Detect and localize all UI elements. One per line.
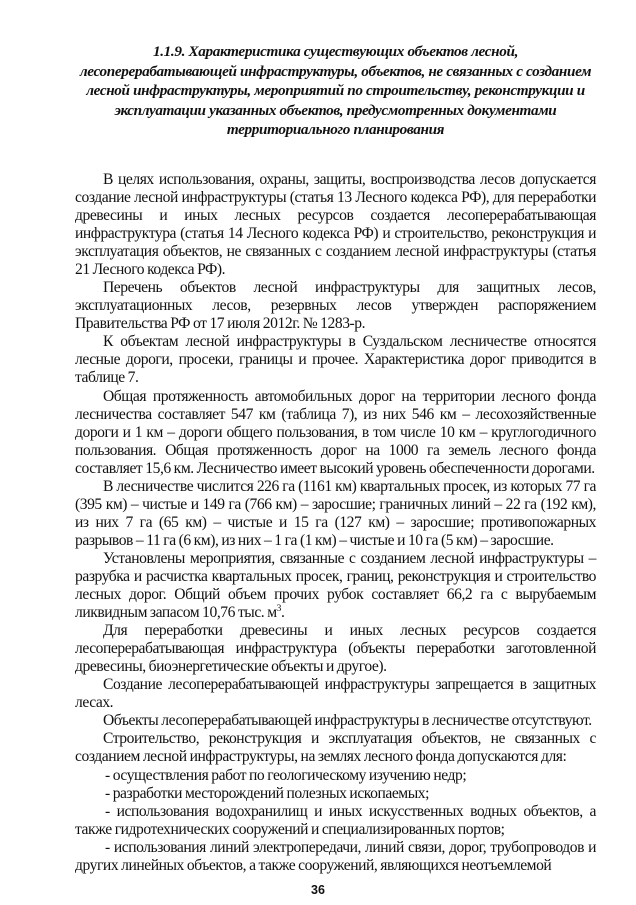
paragraph-processing-infrastructure: Для переработки древесины и иных лесных ресурсов создается лесоперерабатывающая инфраструктура (объекты переработки заготовленной древесины, биоэнергетические объекты и другое). (75, 622, 596, 676)
page-number: 36 (311, 883, 325, 897)
paragraph-clearings: В лесничестве числится 226 га (1161 км) квартальных просек, из которых 77 га (395 км) – чистые и 149 га (766 км) – заросшие; граничных линий – 22 га (192 км), из них 7 га (65 км) – чистые и 15 га (127 км) – заросшие; противопожарных разрывов – 11 га (6 км), из них – 1 га (1 км) – чистые и 10 га (5 км) – заросшие. (75, 477, 596, 549)
paragraph-infrastructure-objects: К объектам лесной инфраструктуры в Суздальском лесничестве относятся лесные дороги, просеки, границы и прочее. Характеристика дорог приводится в таблице 7. (75, 333, 596, 387)
paragraph-roads-length: Общая протяженность автомобильных дорог на территории лесного фонда лесничества составляет 547 км (таблица 7), из них 546 км – лесохозяйственные дороги и 1 км – дороги общего пользования, в том числе 10 км – круглогодичного пользования. Общая протяженность дорог на 1000 га земель лесного фонда составляет 15,6 км. Лесничество имеет высокий уровень обеспеченности дорогами. (75, 387, 596, 477)
cubic-superscript: 3 (276, 603, 281, 614)
list-item-linear-objects: - использования линий электропередачи, линий связи, дорог, трубопроводов и других линейных объектов, а также сооружений, являющихся неотъемлемой (75, 838, 596, 874)
paragraph-government-order: Перечень объектов лесной инфраструктуры для защитных лесов, эксплуатационных лесов, резервных лесов утвержден распоряжением Правительства РФ от 17 июля 2012г. № 1283-р. (75, 279, 596, 333)
paragraph-protective-forests: Создание лесоперерабатывающей инфраструктуры запрещается в защитных лесах. (75, 676, 596, 712)
paragraph-measures (75, 550, 596, 622)
document-body (75, 171, 596, 875)
paragraph-infrastructure-intro: В целях использования, охраны, защиты, воспроизводства лесов допускается создание лесной инфраструктуры (статья 13 Лесного кодекса РФ), для переработки древесины и иных лесных ресурсов создается лесоперерабатывающая инфраструктура (статья 14 Лесного кодекса РФ) и строительство, реконструкция и эксплуатация объектов, не связанных с созданием лесной инфраструктуры (статья 21 Лесного кодекса РФ). (75, 170, 596, 279)
list-item-geology: - осуществления работ по геологическому изучению недр; (105, 766, 467, 784)
section-title: 1.1.9. Характеристика существующих объектов лесной, лесоперерабатывающей инфраструктуры, объектов, не связанных с созданием лесной инфраструктуры, мероприятий по строительству, реконструкции и эксплуатации указанных объектов, предусмотренных документами территориального планирования (79, 43, 592, 139)
measures-end: . (280, 604, 285, 622)
measures-text: Установлены мероприятия, связанные с созданием лесной инфраструктуры – разрубка и расчистка квартальных просек, границ, реконструкция и строительство лесных дорог. Общий объем прочих рубок составляет 66,2 га с вырубаемым ликвидным запасом 10,76 тыс. м (75, 549, 596, 622)
paragraph-no-processing-objects: Объекты лесоперерабатывающей инфраструктуры в лесничестве отсутствуют. (103, 712, 592, 730)
list-item-reservoirs: - использования водохранилищ и иных искусственных водных объектов, а также гидротехнических сооружений и специализированных портов; (75, 802, 596, 838)
paragraph-construction-allowed: Строительство, реконструкция и эксплуатация объектов, не связанных с созданием лесной инфраструктуры, на землях лесного фонда допускаются для: (75, 730, 596, 766)
list-item-mining: - разработки месторождений полезных ископаемых; (105, 784, 429, 802)
